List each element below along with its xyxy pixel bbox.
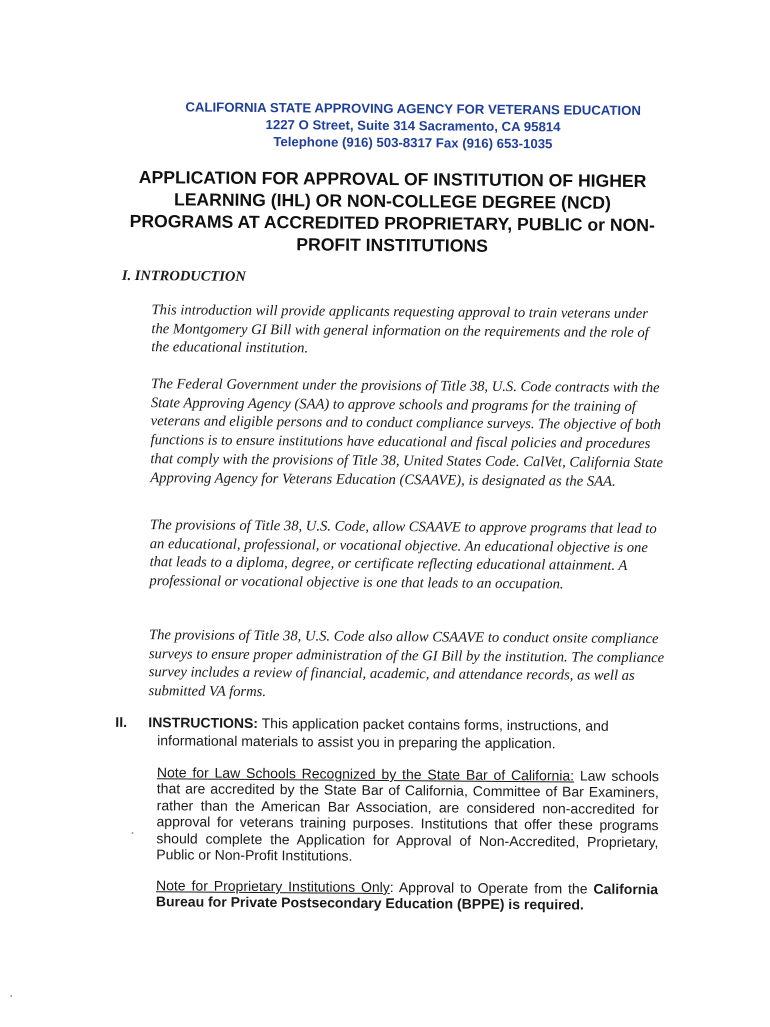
note-proprietary-text: : Approval to Operate from the: [389, 879, 594, 897]
note-law-schools: [156, 764, 659, 866]
instructions-body-1: This application packet contains forms, instructions, and: [261, 715, 609, 734]
intro-paragraph-3: The provisions of Title 38, U.S. Code, allow CSAAVE to approve programs that lead to an educational, professional, or vocational objective. An educational objective is one that leads to a diploma, degree, or certificate reflecting educational attainment. A professional or vocational objective is one that leads to an occupation.: [149, 517, 657, 593]
agency-phone: Telephone (916) 503-8317 Fax (916) 653-1035: [273, 134, 553, 152]
instructions-section: [115, 714, 663, 753]
note-proprietary: [156, 877, 658, 914]
document-title: [112, 166, 673, 258]
note-law-schools-text: Law schools that are accredited by the State Bar of California, Committee of Bar Examiners, rather than the American Bar Association, are considered non-accredited for approval for veterans training purposes. Institutions that offer these programs should complete the Application for Approval of Non-Accredited, Proprietary, Public or Non-Profit Institutions.: [156, 767, 659, 864]
intro-paragraph-4: The provisions of Title 38, U.S. Code also allow CSAAVE to conduct onsite compliance surveys to ensure proper administration of the GI Bill by the institution. The compliance survey includes a review of financial, academic, and attendance records, as well as submitted VA forms.: [148, 627, 665, 701]
note-proprietary-bold: California Bureau for Private Postsecondary Education (BPPE) is required.: [155, 880, 659, 913]
scan-speck: [10, 995, 12, 997]
intro-paragraph-1: This introduction will provide applicants requesting approval to train veterans under the Montgomery GI Bill with general information on the requirements and the role of the educational institution.: [151, 302, 649, 357]
note-proprietary-lead: Note for Proprietary Institutions Only: [155, 877, 390, 896]
agency-header: [163, 98, 663, 153]
scan-speck: [131, 832, 133, 834]
agency-name: CALIFORNIA STATE APPROVING AGENCY FOR VETERANS EDUCATION: [185, 99, 641, 118]
instructions-heading: INSTRUCTIONS:: [148, 714, 259, 732]
title-line-2: LEARNING (IHL) OR NON-COLLEGE DEGREE (NCD): [173, 189, 611, 213]
title-line-3: PROGRAMS AT ACCREDITED PROPRIETARY, PUBLIC or NON-: [129, 210, 655, 236]
introduction-heading: I. INTRODUCTION: [121, 267, 246, 285]
agency-address: 1227 O Street, Suite 314 Sacramento, CA 95814: [265, 117, 561, 135]
title-line-1: APPLICATION FOR APPROVAL OF INSTITUTION OF HIGHER: [138, 167, 647, 192]
title-line-4: PROFIT INSTITUTIONS: [296, 234, 488, 256]
instructions-number: II.: [115, 713, 128, 730]
instructions-body-2: informational materials to assist you in preparing the application.: [157, 731, 556, 751]
note-law-schools-lead: Note for Law Schools Recognized by the State Bar of California:: [156, 764, 575, 784]
intro-paragraph-2: The Federal Government under the provisions of Title 38, U.S. Code contracts with the State Approving Agency (SAA) to approve schools and programs for the training of veterans and eligible persons and to conduct compliance surveys. The objective of both functions is to ensure institutions have educational and fiscal policies and procedures that comply with the provisions of Title 38, United States Code. CalVet, California State Approving Agency for Veterans Education (CSAAVE), is designated as the SAA.: [150, 376, 664, 490]
